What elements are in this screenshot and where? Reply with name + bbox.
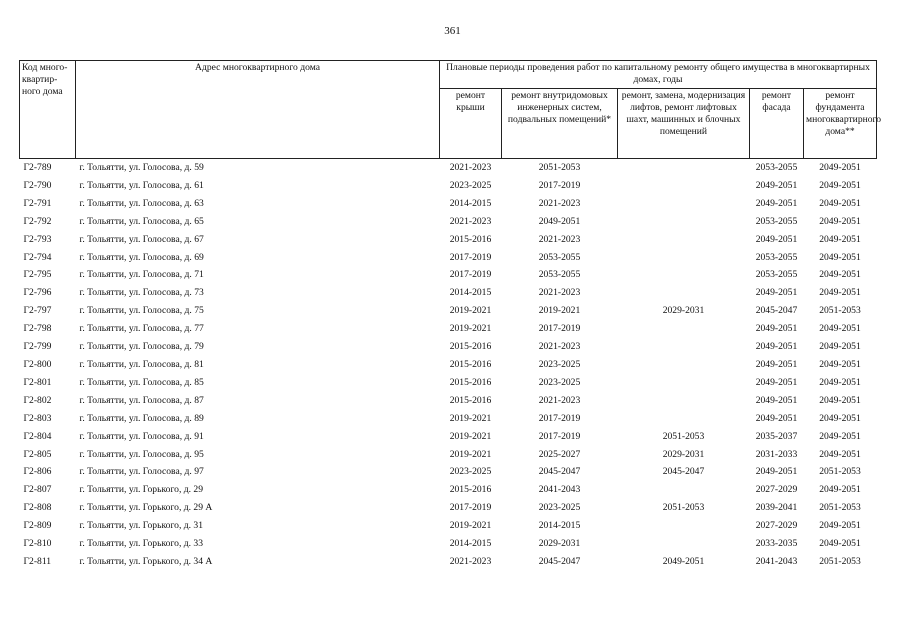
row-facade: 2049-2051 (755, 412, 798, 424)
row-roof: 2019-2021 (449, 412, 492, 424)
header-foundation: ремонт фундамента многоквартирного дома** (804, 89, 877, 159)
row-address: г. Тольятти, ул. Горького, д. 29 (79, 484, 204, 496)
row-code: Г2-799 (23, 341, 52, 353)
row-systems: 2017-2019 (538, 430, 581, 442)
row-elevators (618, 249, 750, 267)
row-address: г. Тольятти, ул. Горького, д. 31 (79, 520, 204, 532)
row-systems: 2019-2021 (538, 305, 581, 317)
row-code: Г2-805 (23, 448, 52, 460)
table-row (20, 284, 877, 302)
row-systems: 2023-2025 (538, 376, 581, 388)
table-row (20, 428, 877, 446)
row-foundation: 2049-2051 (819, 287, 861, 299)
row-elevators (618, 320, 750, 338)
row-foundation: 2049-2051 (819, 162, 861, 173)
row-address: г. Тольятти, ул. Голосова, д. 71 (79, 269, 204, 281)
row-facade: 2027-2029 (755, 484, 798, 496)
row-facade: 2049-2051 (755, 197, 798, 209)
row-code: Г2-801 (23, 376, 52, 388)
row-address: г. Тольятти, ул. Голосова, д. 95 (79, 448, 204, 460)
row-foundation: 2049-2051 (819, 448, 861, 460)
table-row (20, 195, 877, 213)
table-row (20, 481, 877, 499)
row-elevators (618, 177, 750, 195)
row-roof: 2023-2025 (449, 179, 492, 191)
table-body (20, 159, 877, 571)
row-address: г. Тольятти, ул. Голосова, д. 65 (79, 215, 204, 227)
header-elevators: ремонт, замена, модернизация лифтов, ремонт лифтовых шахт, машинных и блочных помещений (618, 89, 750, 159)
row-elevators: 2049-2051 (662, 555, 705, 567)
row-code: Г2-795 (23, 269, 52, 281)
row-code: Г2-791 (23, 197, 52, 209)
row-address: г. Тольятти, ул. Голосова, д. 63 (79, 197, 204, 209)
table-row (20, 177, 877, 195)
row-address: г. Тольятти, ул. Голосова, д. 67 (79, 233, 204, 245)
page-number: 361 (444, 25, 461, 37)
row-code: Г2-793 (23, 233, 52, 245)
row-roof: 2015-2016 (449, 233, 492, 245)
row-elevators: 2045-2047 (662, 466, 705, 478)
row-foundation: 2049-2051 (819, 197, 861, 209)
row-facade: 2041-2043 (755, 555, 798, 567)
header-roof: ремонт крыши (440, 89, 502, 159)
header-systems: ремонт внутридомовых инженерных систем, подвальных помещений* (502, 89, 618, 159)
row-roof: 2017-2019 (449, 251, 492, 263)
row-systems: 2041-2043 (538, 484, 581, 496)
table-row (20, 320, 877, 338)
row-elevators: 2051-2053 (662, 502, 705, 514)
table-row (20, 249, 877, 267)
row-address: г. Тольятти, ул. Голосова, д. 61 (79, 179, 204, 191)
row-code: Г2-802 (23, 394, 52, 406)
row-code: Г2-794 (23, 251, 52, 263)
row-roof: 2021-2023 (449, 215, 492, 227)
row-code: Г2-807 (23, 484, 52, 496)
row-elevators (618, 231, 750, 249)
row-foundation: 2049-2051 (819, 269, 861, 281)
row-roof: 2019-2021 (449, 323, 492, 335)
header-address: Адрес многоквартирного дома (76, 61, 440, 159)
row-elevators (618, 195, 750, 213)
row-foundation: 2051-2053 (819, 555, 861, 567)
row-address: г. Тольятти, ул. Горького, д. 34 А (79, 555, 213, 567)
row-roof: 2014-2015 (449, 287, 492, 299)
row-elevators (618, 213, 750, 231)
table-row (20, 374, 877, 392)
row-foundation: 2049-2051 (819, 538, 861, 550)
table-row (20, 392, 877, 410)
row-elevators (618, 535, 750, 553)
row-elevators (618, 266, 750, 284)
header-facade: ремонт фасада (750, 89, 804, 159)
row-address: г. Тольятти, ул. Голосова, д. 69 (79, 251, 204, 263)
row-address: г. Тольятти, ул. Горького, д. 33 (79, 538, 204, 550)
row-code: Г2-804 (23, 430, 52, 442)
row-facade: 2053-2055 (755, 251, 798, 263)
row-systems: 2021-2023 (538, 197, 581, 209)
row-address: г. Тольятти, ул. Голосова, д. 77 (79, 323, 204, 335)
row-elevators (618, 356, 750, 374)
row-code: Г2-797 (23, 305, 52, 317)
row-foundation: 2049-2051 (819, 520, 861, 532)
row-elevators (618, 392, 750, 410)
row-facade: 2045-2047 (755, 305, 798, 317)
row-roof: 2014-2015 (449, 197, 492, 209)
row-foundation: 2049-2051 (819, 358, 861, 370)
row-facade: 2049-2051 (755, 179, 798, 191)
table-row (20, 302, 877, 320)
row-elevators (618, 284, 750, 302)
row-foundation: 2049-2051 (819, 233, 861, 245)
header-periods: Плановые периоды проведения работ по капитальному ремонту общего имущества в многоквартирных домах, годы (440, 61, 877, 89)
row-elevators: 2029-2031 (662, 448, 705, 460)
table-row (20, 356, 877, 374)
row-code: Г2-811 (23, 555, 52, 567)
row-facade: 2049-2051 (755, 376, 798, 388)
row-elevators (618, 517, 750, 535)
row-foundation: 2049-2051 (819, 394, 861, 406)
row-roof: 2017-2019 (449, 502, 492, 514)
row-code: Г2-790 (23, 179, 52, 191)
row-systems: 2021-2023 (538, 341, 581, 353)
row-address: г. Тольятти, ул. Голосова, д. 75 (79, 305, 204, 317)
row-systems: 2021-2023 (538, 233, 581, 245)
row-elevators (618, 159, 750, 177)
row-facade: 2049-2051 (755, 358, 798, 370)
row-code: Г2-796 (23, 287, 52, 299)
row-roof: 2015-2016 (449, 341, 492, 353)
row-roof: 2021-2023 (449, 555, 492, 567)
row-elevators (618, 374, 750, 392)
row-roof: 2019-2021 (449, 430, 492, 442)
row-facade: 2049-2051 (755, 233, 798, 245)
row-systems: 2051-2053 (538, 162, 581, 173)
row-foundation: 2049-2051 (819, 484, 861, 496)
row-code: Г2-789 (23, 162, 52, 173)
row-systems: 2017-2019 (538, 412, 581, 424)
row-elevators (618, 338, 750, 356)
row-elevators: 2029-2031 (662, 305, 705, 317)
row-foundation: 2049-2051 (819, 376, 861, 388)
row-foundation: 2049-2051 (819, 179, 861, 191)
row-address: г. Тольятти, ул. Горького, д. 29 А (79, 502, 213, 514)
row-code: Г2-792 (23, 215, 52, 227)
row-code: Г2-798 (23, 323, 52, 335)
table-row (20, 553, 877, 571)
row-systems: 2021-2023 (538, 287, 581, 299)
row-roof: 2015-2016 (449, 394, 492, 406)
row-systems: 2045-2047 (538, 555, 581, 567)
row-foundation: 2049-2051 (819, 251, 861, 263)
row-foundation: 2051-2053 (819, 466, 861, 478)
row-facade: 2049-2051 (755, 287, 798, 299)
row-systems: 2023-2025 (538, 358, 581, 370)
row-facade: 2049-2051 (755, 341, 798, 353)
row-facade: 2039-2041 (755, 502, 798, 514)
table-row (20, 231, 877, 249)
table-row (20, 499, 877, 517)
row-code: Г2-803 (23, 412, 52, 424)
table-row (20, 410, 877, 428)
row-facade: 2027-2029 (755, 520, 798, 532)
row-systems: 2014-2015 (538, 520, 581, 532)
row-facade: 2031-2033 (755, 448, 798, 460)
row-address: г. Тольятти, ул. Голосова, д. 81 (79, 358, 204, 370)
row-address: г. Тольятти, ул. Голосова, д. 89 (79, 412, 204, 424)
row-address: г. Тольятти, ул. Голосова, д. 59 (79, 162, 204, 173)
table-row (20, 159, 877, 177)
row-code: Г2-808 (23, 502, 52, 514)
table-row (20, 463, 877, 481)
row-roof: 2017-2019 (449, 269, 492, 281)
row-systems: 2021-2023 (538, 394, 581, 406)
row-code: Г2-800 (23, 358, 52, 370)
row-systems: 2023-2025 (538, 502, 581, 514)
row-facade: 2053-2055 (755, 215, 798, 227)
row-systems: 2029-2031 (538, 538, 581, 550)
table-row (20, 446, 877, 464)
row-facade: 2053-2055 (755, 269, 798, 281)
table-row (20, 517, 877, 535)
table-row (20, 535, 877, 553)
row-systems: 2017-2019 (538, 179, 581, 191)
row-roof: 2019-2021 (449, 520, 492, 532)
table-row (20, 338, 877, 356)
row-systems: 2017-2019 (538, 323, 581, 335)
row-roof: 2014-2015 (449, 538, 492, 550)
row-facade: 2033-2035 (755, 538, 798, 550)
row-address: г. Тольятти, ул. Голосова, д. 91 (79, 430, 204, 442)
row-address: г. Тольятти, ул. Голосова, д. 73 (79, 287, 204, 299)
row-foundation: 2049-2051 (819, 341, 861, 353)
row-roof: 2015-2016 (449, 376, 492, 388)
row-systems: 2053-2055 (538, 251, 581, 263)
row-foundation: 2049-2051 (819, 430, 861, 442)
row-systems: 2049-2051 (538, 215, 581, 227)
row-facade: 2053-2055 (755, 162, 798, 173)
row-elevators: 2051-2053 (662, 430, 705, 442)
row-facade: 2049-2051 (755, 394, 798, 406)
row-code: Г2-810 (23, 538, 52, 550)
row-code: Г2-809 (23, 520, 52, 532)
header-code: Код много-квартир-ного дома (20, 61, 76, 159)
row-roof: 2019-2021 (449, 305, 492, 317)
table-row (20, 266, 877, 284)
row-foundation: 2049-2051 (819, 215, 861, 227)
row-facade: 2049-2051 (755, 323, 798, 335)
row-address: г. Тольятти, ул. Голосова, д. 85 (79, 376, 204, 388)
row-roof: 2023-2025 (449, 466, 492, 478)
row-systems: 2053-2055 (538, 269, 581, 281)
row-foundation: 2051-2053 (819, 305, 861, 317)
row-facade: 2035-2037 (755, 430, 798, 442)
row-address: г. Тольятти, ул. Голосова, д. 79 (79, 341, 204, 353)
table-row (20, 213, 877, 231)
row-code: Г2-806 (23, 466, 52, 478)
row-elevators (618, 481, 750, 499)
row-facade: 2049-2051 (755, 466, 798, 478)
row-foundation: 2049-2051 (819, 412, 861, 424)
row-roof: 2019-2021 (449, 448, 492, 460)
row-systems: 2045-2047 (538, 466, 581, 478)
row-address: г. Тольятти, ул. Голосова, д. 97 (79, 466, 204, 478)
row-foundation: 2051-2053 (819, 502, 861, 514)
row-elevators (618, 410, 750, 428)
row-systems: 2025-2027 (538, 448, 581, 460)
row-roof: 2015-2016 (449, 358, 492, 370)
row-foundation: 2049-2051 (819, 323, 861, 335)
row-roof: 2015-2016 (449, 484, 492, 496)
row-address: г. Тольятти, ул. Голосова, д. 87 (79, 394, 204, 406)
row-roof: 2021-2023 (449, 162, 492, 173)
capital-repair-table (19, 60, 882, 571)
